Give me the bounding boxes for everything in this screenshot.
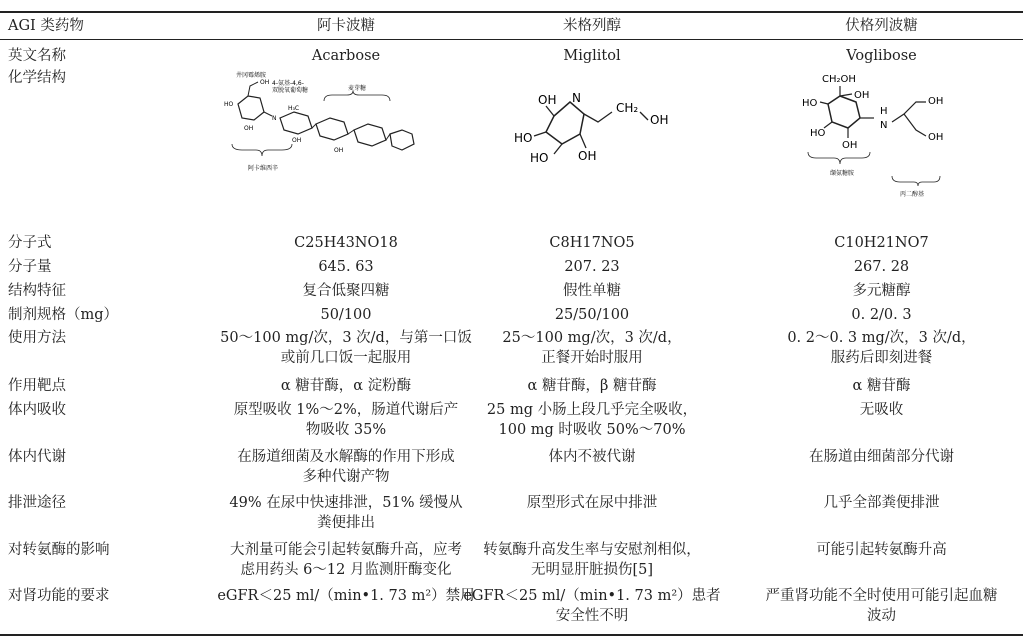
table-top-rule	[0, 11, 1023, 13]
target-acarbose: α 糖苷酶，α 淀粉酶	[280, 378, 412, 394]
metabolism-acarbose-line1: 在肠道细菌及水解酶的作用下形成	[237, 449, 455, 465]
transaminase-miglitol-line1: 转氨酶升高发生率与安慰剂相似，	[483, 542, 701, 558]
row-label-absorption: 体内吸收	[8, 402, 66, 418]
voglibose-atom-oh1: OH	[854, 90, 870, 101]
acarbose-atom-h3c: H₃C	[288, 105, 300, 112]
row-label-target: 作用靶点	[8, 378, 66, 394]
mw-acarbose: 645. 63	[318, 259, 374, 275]
voglibose-label-2: 丙二醇基	[900, 191, 925, 198]
row-label-dosage-spec: 制剂规格（mg）	[8, 307, 119, 323]
row-label-renal: 对肾功能的要求	[8, 588, 110, 604]
renal-voglibose-line2: 波动	[867, 608, 896, 624]
english-name-miglitol: Miglitol	[563, 48, 621, 64]
row-label-transaminase: 对转氨酶的影响	[8, 542, 110, 558]
header-drug-miglitol: 米格列醇	[563, 18, 621, 34]
miglitol-atom-n: N	[572, 91, 581, 105]
mw-voglibose: 267. 28	[853, 259, 910, 275]
acarbose-atom-n: N	[272, 115, 277, 122]
acarbose-atom-ho: HO	[224, 101, 234, 108]
target-voglibose: α 糖苷酶	[852, 378, 911, 394]
row-label-english-name: 英文名称	[8, 48, 66, 64]
transaminase-voglibose: 可能引起转氨酶升高	[816, 542, 947, 558]
target-miglitol: α 糖苷酶，β 糖苷酶	[527, 378, 657, 394]
voglibose-atom-oh3: OH	[928, 96, 944, 107]
acarbose-atom-oh4: OH	[334, 147, 344, 154]
row-label-molecular-weight: 分子量	[8, 259, 52, 275]
renal-acarbose: eGFR＜25 ml/（min•1. 73 m²）禁用	[217, 588, 475, 604]
voglibose-label-1: 缬氨糖胺	[830, 170, 855, 177]
excretion-voglibose: 几乎全部粪便排泄	[823, 495, 940, 511]
voglibose-structure-image	[800, 72, 960, 200]
absorption-voglibose: 无吸收	[859, 402, 904, 418]
excretion-acarbose-line2: 粪便排出	[317, 515, 375, 531]
voglibose-atom-ho1: HO	[802, 98, 818, 109]
usage-acarbose-line1: 50～100 mg/次，3 次/d，与第一口饭	[220, 330, 472, 346]
row-label-usage: 使用方法	[8, 330, 66, 346]
miglitol-structure-image	[512, 82, 682, 174]
absorption-acarbose-line2: 物吸收 35%	[305, 422, 387, 438]
excretion-acarbose-line1: 49% 在尿中快速排泄，51% 缓慢从	[229, 495, 463, 511]
header-drug-voglibose: 伏格列波糖	[845, 18, 918, 34]
acarbose-atom-oh3: OH	[292, 137, 302, 144]
metabolism-voglibose: 在肠道由细菌部分代谢	[809, 449, 954, 465]
acarbose-atom-oh2: OH	[244, 125, 254, 132]
table-header-rule	[0, 39, 1023, 40]
transaminase-acarbose-line1: 大剂量可能会引起转氨酶升高，应考	[230, 542, 462, 558]
usage-voglibose-line1: 0. 2～0. 3 mg/次，3 次/d，	[787, 330, 976, 346]
formula-acarbose: C25H43NO18	[294, 235, 398, 251]
voglibose-atom-ho2: HO	[810, 128, 826, 139]
usage-miglitol-line1: 25～100 mg/次，3 次/d，	[502, 330, 682, 346]
renal-miglitol-line2: 安全性不明	[555, 608, 629, 624]
mw-miglitol: 207. 23	[564, 259, 620, 275]
feature-acarbose: 复合低聚四糖	[302, 283, 390, 299]
usage-miglitol-line2: 正餐开始时服用	[541, 350, 643, 366]
header-label: AGI 类药物	[8, 18, 84, 34]
spec-acarbose: 50/100	[320, 307, 372, 323]
header-drug-acarbose: 阿卡波糖	[317, 18, 375, 34]
voglibose-atom-oh4: OH	[928, 132, 944, 143]
acarbose-structure-image	[222, 68, 417, 180]
acarbose-label-4: 麦芽糖	[348, 85, 367, 92]
transaminase-miglitol-line2: 无明显肝脏损伤[5]	[530, 562, 654, 578]
metabolism-acarbose-line2: 多种代谢产物	[302, 469, 390, 485]
miglitol-atom-oh1: OH	[538, 93, 557, 107]
usage-acarbose-line2: 或前几口饭一起服用	[280, 350, 412, 366]
acarbose-label-2: 4-氨基-4,6-	[272, 80, 304, 87]
acarbose-label-5: 阿卡维西辛	[248, 165, 279, 172]
row-label-metabolism: 体内代谢	[8, 449, 66, 465]
voglibose-atom-n: N	[880, 120, 888, 131]
feature-miglitol: 假性单糖	[563, 283, 621, 299]
table-bottom-rule	[0, 634, 1023, 636]
spec-miglitol: 25/50/100	[554, 307, 630, 323]
spec-voglibose: 0. 2/0. 3	[851, 307, 912, 323]
formula-miglitol: C8H17NO5	[549, 235, 635, 251]
transaminase-acarbose-line2: 虑用药头 6～12 月监测肝酶变化	[240, 562, 452, 578]
voglibose-atom-h: H	[880, 106, 888, 117]
miglitol-atom-oh2: OH	[578, 149, 597, 163]
english-name-acarbose: Acarbose	[311, 48, 381, 64]
miglitol-atom-ho2: HO	[530, 151, 549, 165]
absorption-miglitol-line2: 100 mg 时吸收 50%～70%	[498, 422, 686, 438]
row-label-structural-feature: 结构特征	[8, 283, 66, 299]
row-label-formula: 分子式	[8, 235, 52, 251]
feature-voglibose: 多元糖醇	[852, 283, 911, 299]
renal-voglibose-line1: 严重肾功能不全时使用可能引起血糖	[765, 588, 998, 604]
absorption-acarbose-line1: 原型吸收 1%～2%，肠道代谢后产	[233, 402, 459, 418]
miglitol-atom-oh3: OH	[650, 113, 669, 127]
acarbose-label-3: 双脱氧葡萄糖	[272, 87, 309, 94]
voglibose-atom-oh2: OH	[842, 140, 858, 151]
miglitol-atom-ch2: CH₂	[616, 101, 639, 115]
acarbose-label-1: 井冈霉烯胺	[236, 72, 267, 79]
acarbose-atom-oh1: OH	[260, 79, 270, 86]
renal-miglitol-line1: eGFR＜25 ml/（min•1. 73 m²）患者	[463, 588, 721, 604]
usage-voglibose-line2: 服药后即刻进餐	[830, 350, 933, 366]
row-label-chemical-structure: 化学结构	[8, 70, 66, 86]
excretion-miglitol: 原型形式在尿中排泄	[526, 495, 658, 511]
english-name-voglibose: Voglibose	[846, 48, 917, 64]
metabolism-miglitol: 体内不被代谢	[548, 449, 636, 465]
row-label-excretion: 排泄途径	[8, 495, 66, 511]
absorption-miglitol-line1: 25 mg 小肠上段几乎完全吸收，	[486, 402, 698, 418]
formula-voglibose: C10H21NO7	[834, 235, 929, 251]
voglibose-atom-ch2oh: CH₂OH	[822, 74, 856, 85]
miglitol-atom-ho1: HO	[514, 131, 533, 145]
